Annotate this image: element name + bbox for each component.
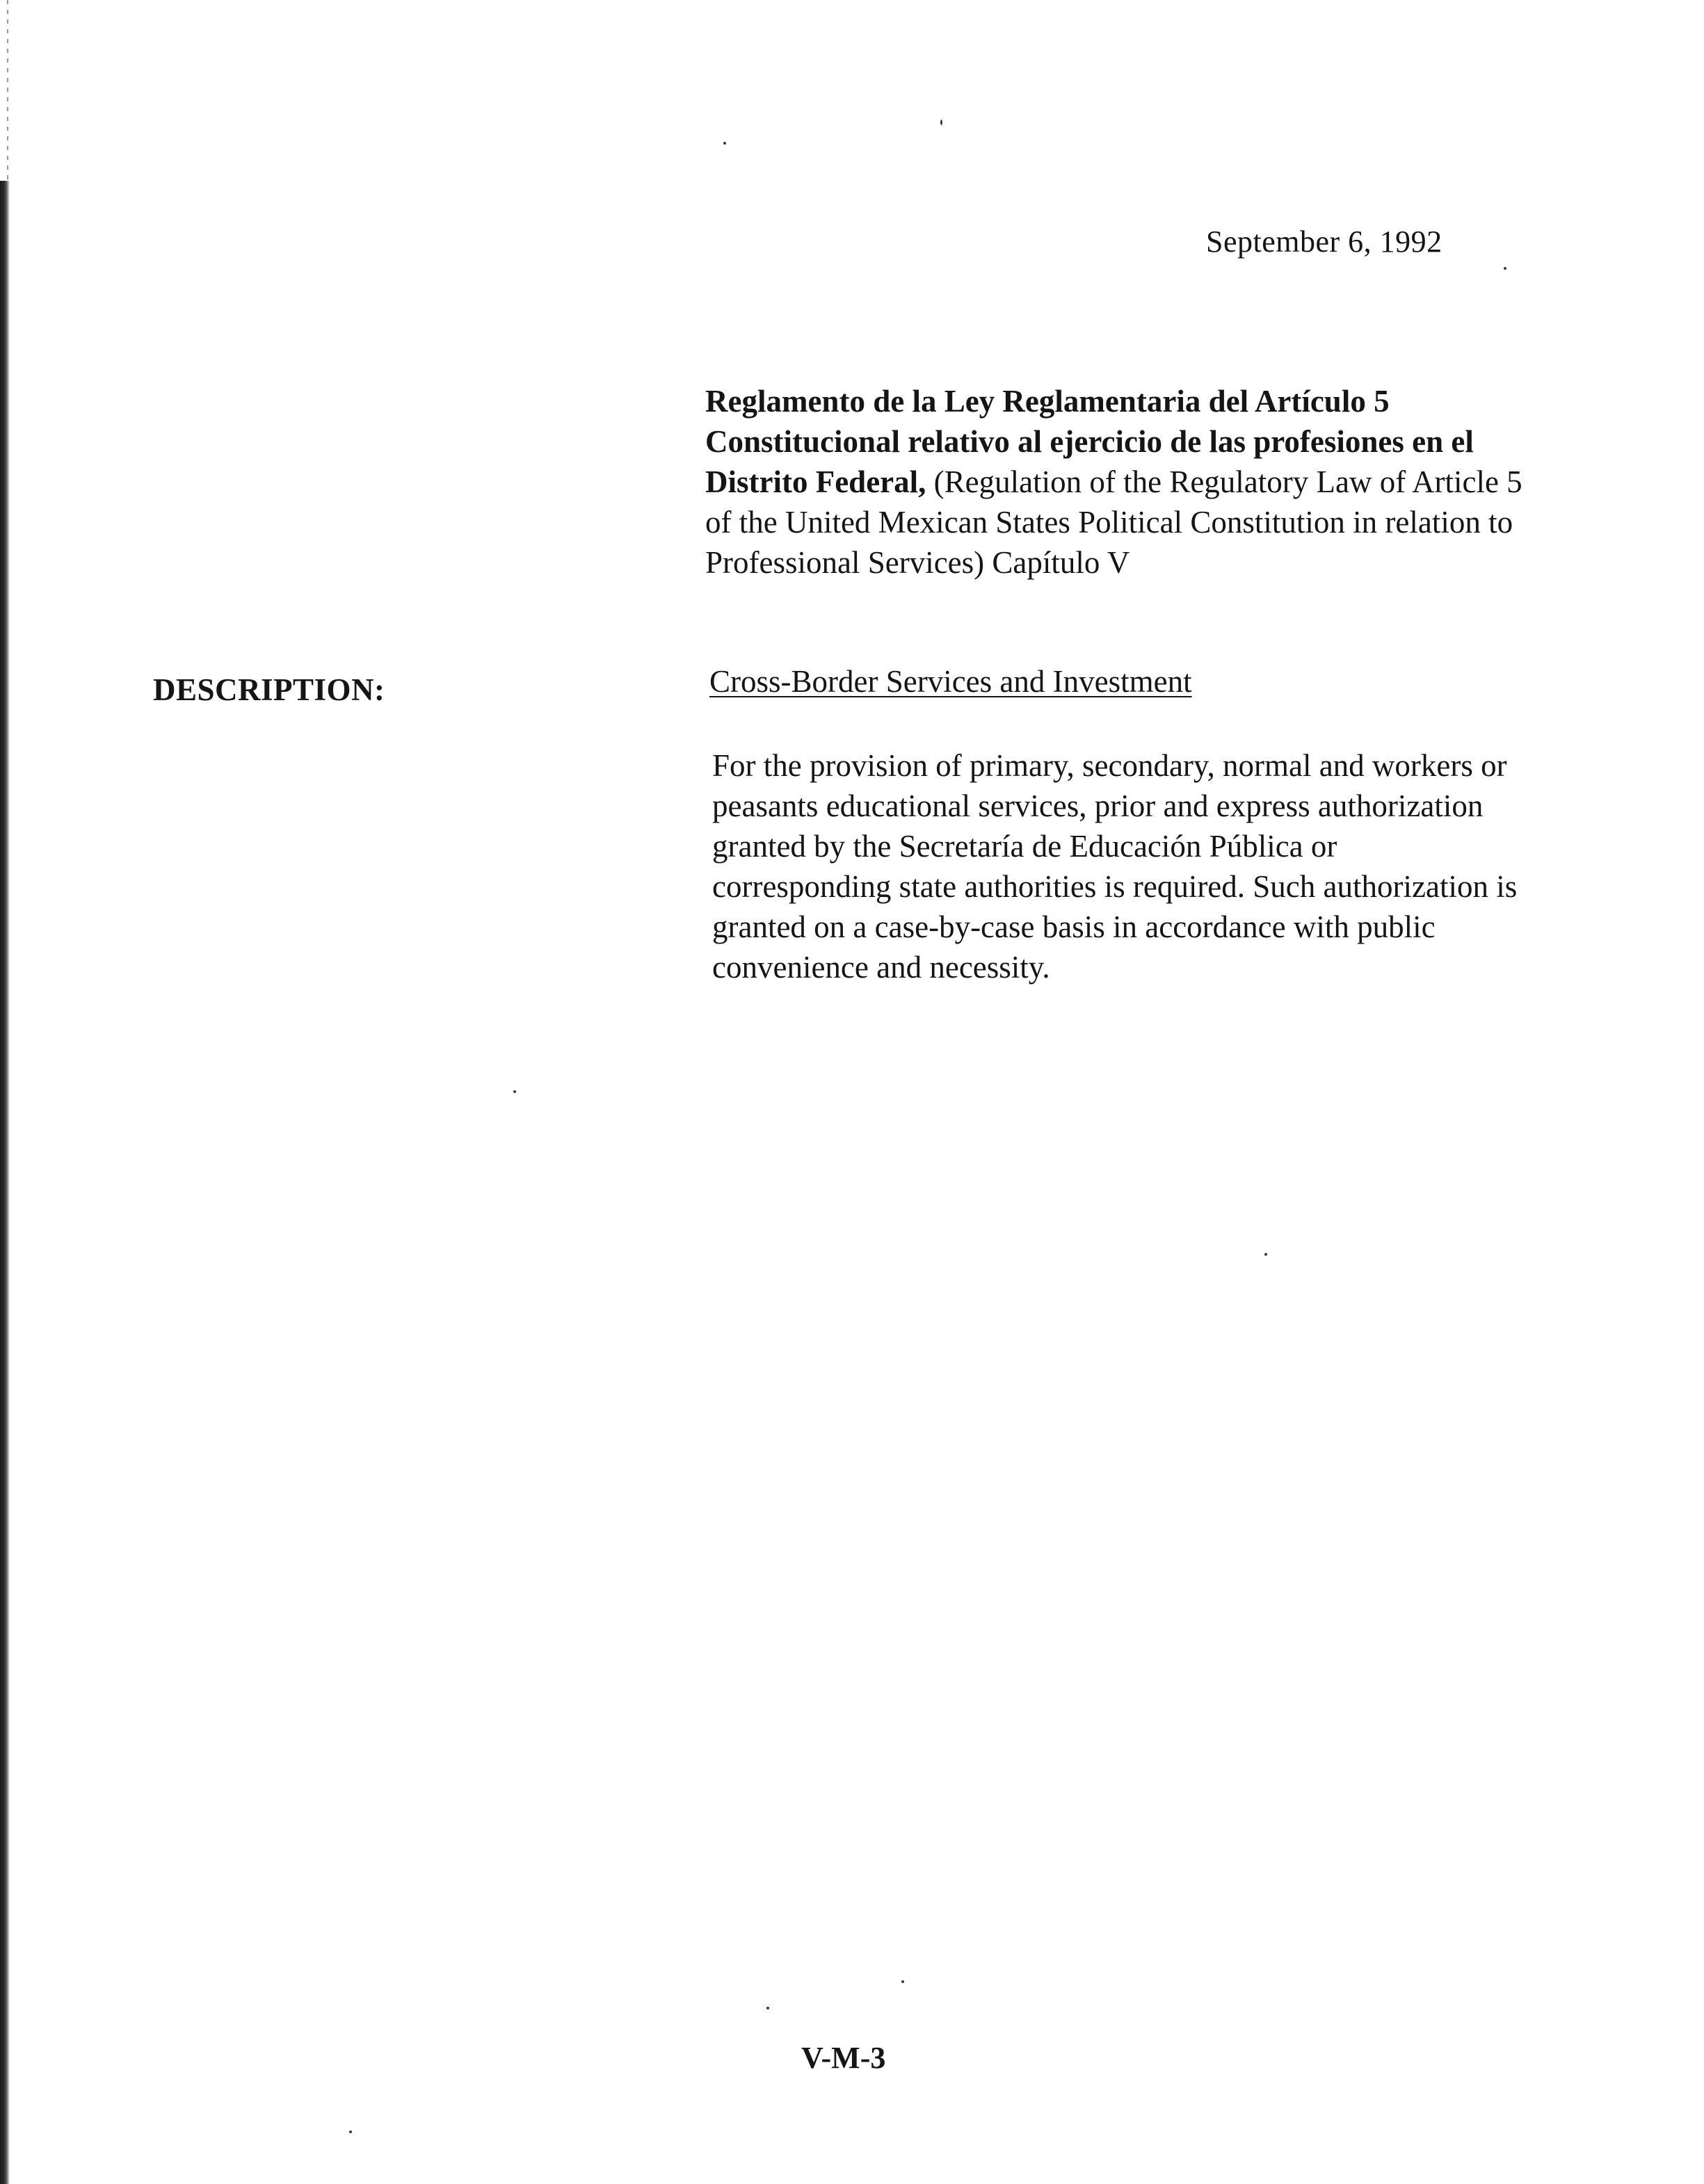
document-date: September 6, 1992 xyxy=(1206,225,1442,259)
description-subject: Cross-Border Services and Investment xyxy=(709,664,1192,699)
scan-speck xyxy=(1504,267,1506,270)
scan-speck xyxy=(901,1980,904,1983)
scan-speck xyxy=(513,1090,516,1093)
description-body: For the provision of primary, secondary, normal and workers or peasants educational services, prior and express authorization granted by the Secretaría de Educación Pública or corresponding state authorities is required. Such authorization is granted on a case-by-case basis in accordance with public convenience and necessity. xyxy=(712,748,1518,985)
legal-citation xyxy=(705,381,1526,583)
scan-speck xyxy=(940,120,942,125)
scan-speck xyxy=(766,2007,769,2009)
citation-english-translation: (Regulation of the Regulatory Law of Article 5 of the United Mexican States Political Constitution in relation to Professional Services) Capítulo V xyxy=(705,464,1522,580)
scan-speck xyxy=(349,2130,352,2133)
description-label: DESCRIPTION: xyxy=(153,672,385,707)
scan-speck xyxy=(1264,1253,1267,1256)
scan-edge-dashes xyxy=(0,0,10,181)
citation-spanish-title: Reglamento de la Ley Reglamentaria del Artículo 5 Constitucional relativo al ejercicio de las profesiones en el Distrito Federal, xyxy=(705,384,1474,499)
scan-binding-edge xyxy=(0,0,10,2184)
scan-speck xyxy=(723,142,726,145)
page-number: V-M-3 xyxy=(801,2041,886,2075)
